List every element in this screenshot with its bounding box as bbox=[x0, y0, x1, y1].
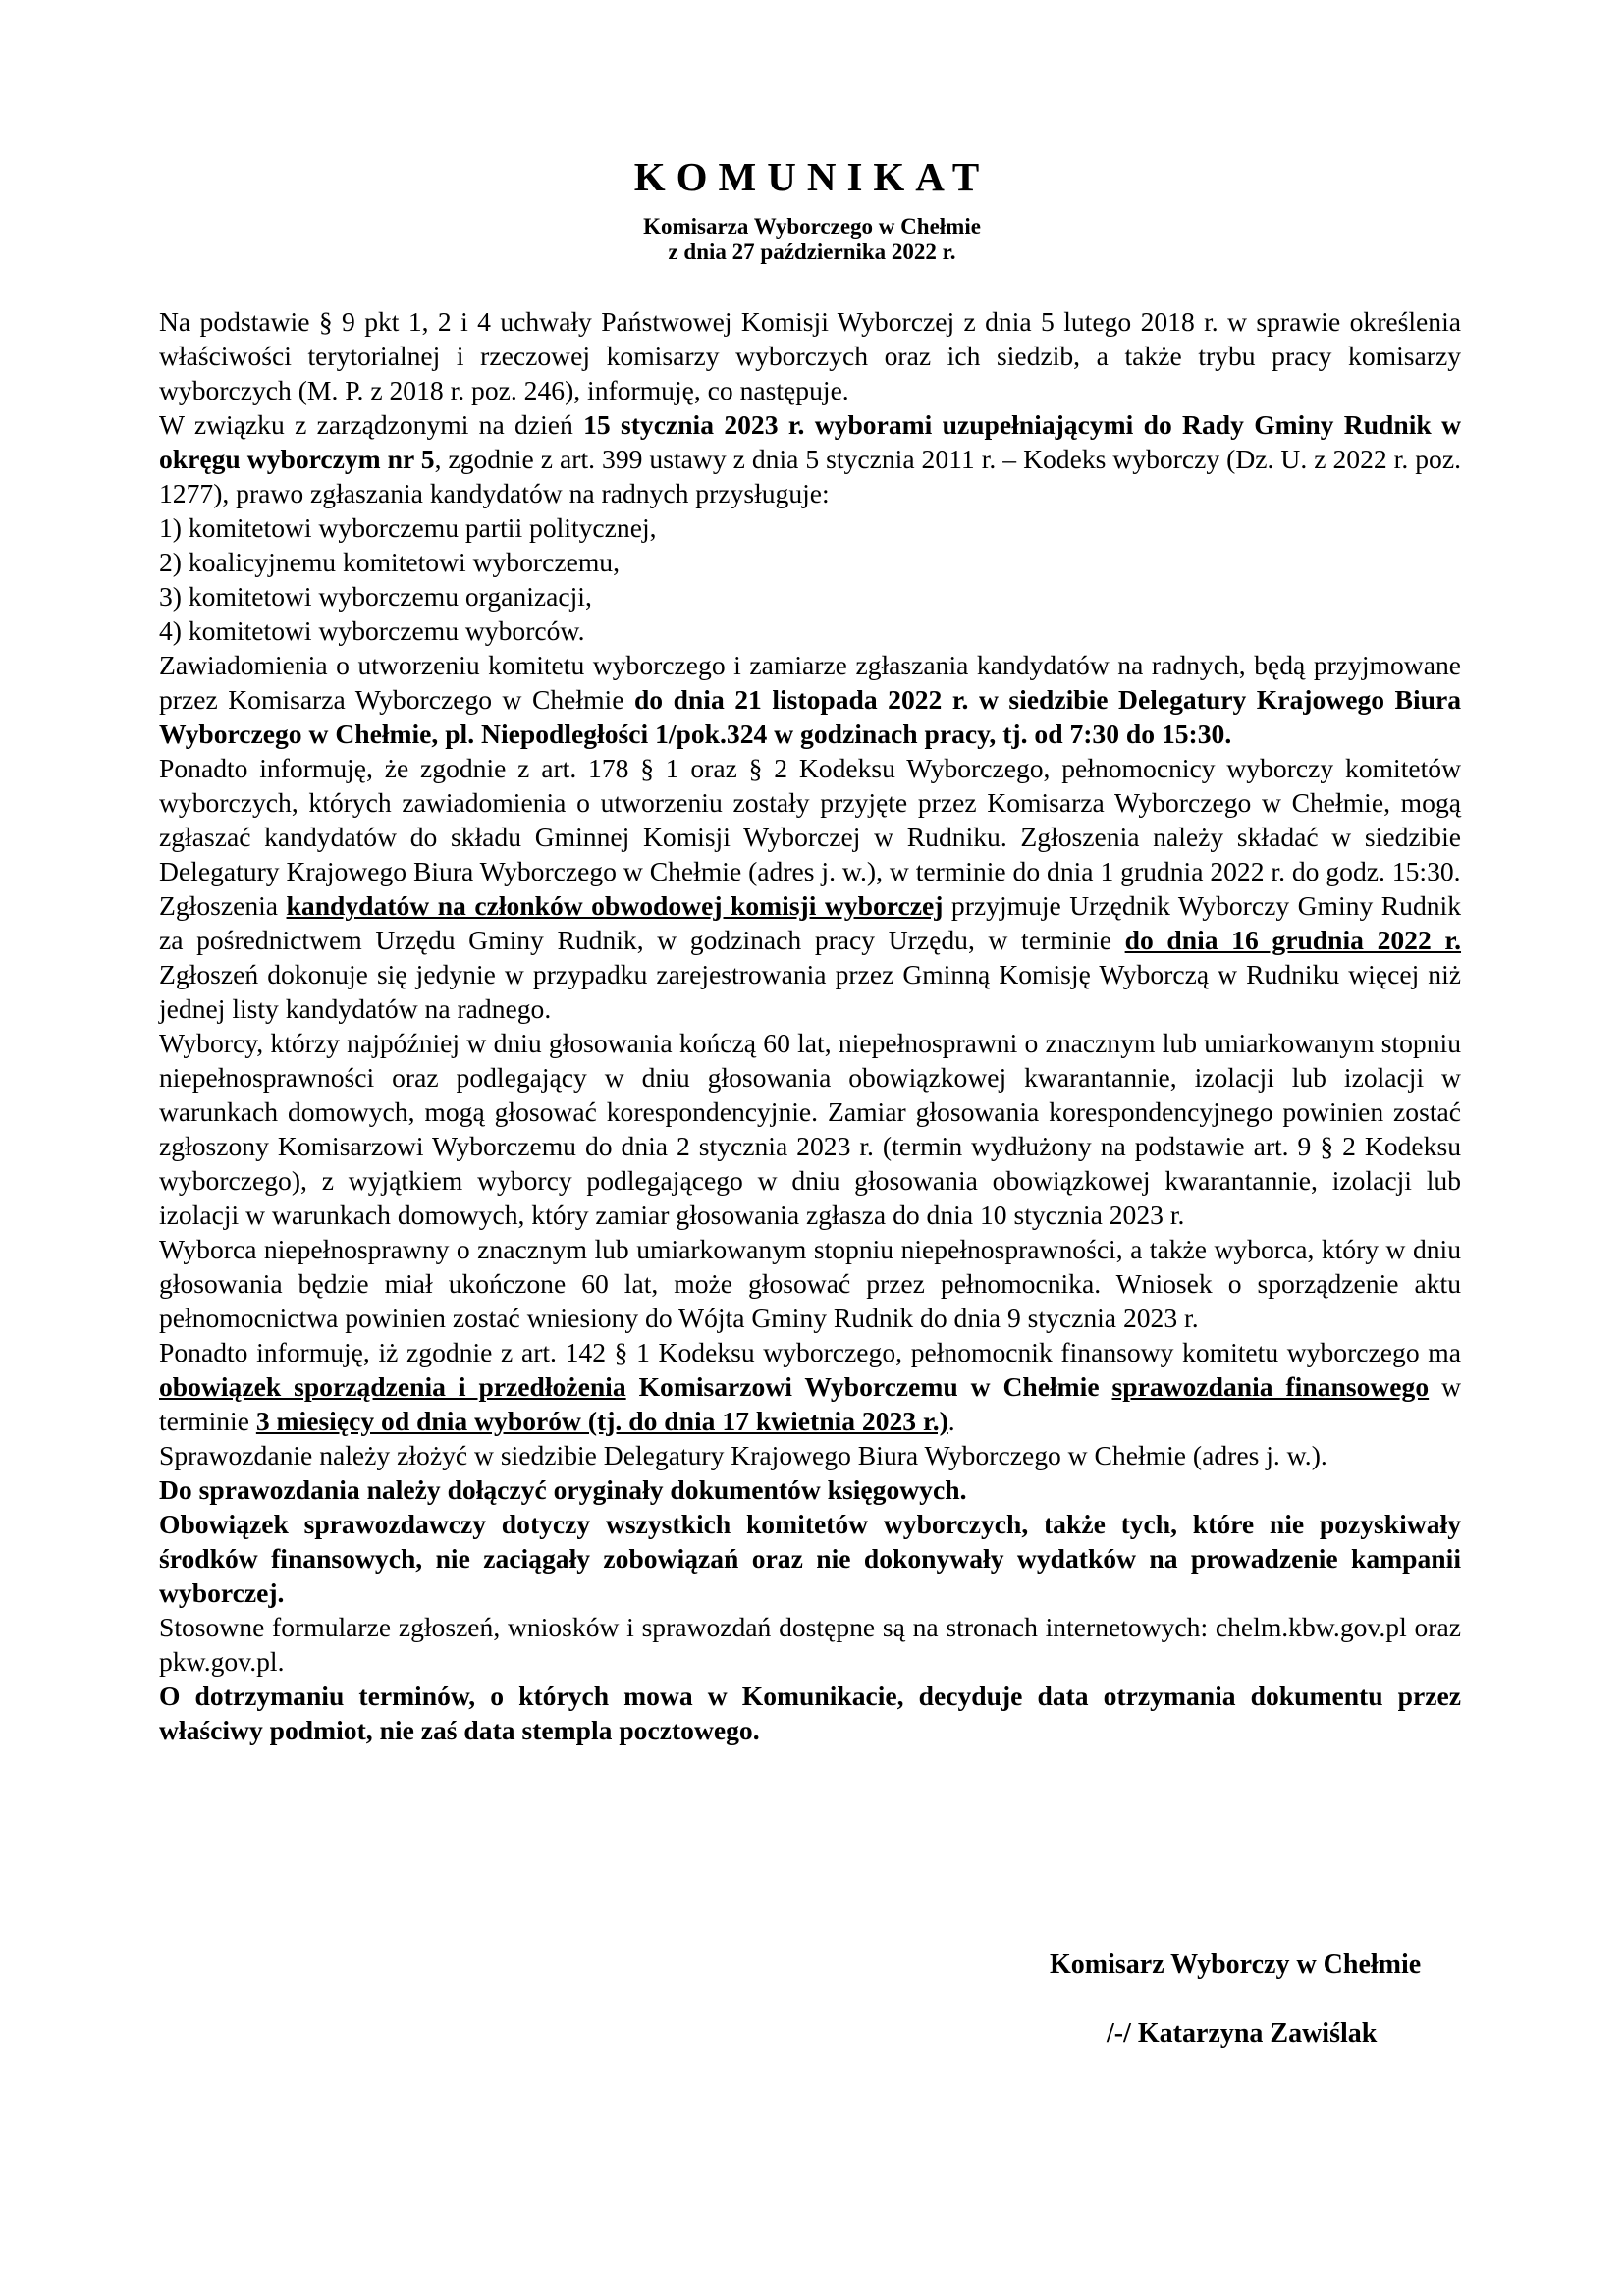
document-body bbox=[159, 304, 1461, 1747]
paragraph-district-commission bbox=[159, 888, 1461, 1026]
document-title: KOMUNIKAT bbox=[633, 154, 991, 199]
text-run: Ponadto informuję, że zgodnie z art. 178 § 1 oraz § 2 Kodeksu Wyborczego, pełnomocnicy wyborczy komitetów wyborczych, których zawiadomienia o utworzeniu zostały przyjęte przez Komisarza Wyborczego w Chełmie, mogą zgłaszać kandydatów do składu Gminnej Komisji Wyborczej w Rudniku. Zgłoszenia należy składać w siedzibie Delegatury Krajowego Biura Wyborczego w Chełmie (adres j. w.), w terminie do dnia 1 grudnia 2022 r. do godz. 15:30. bbox=[159, 753, 1461, 886]
paragraph-deadlines bbox=[159, 1679, 1461, 1747]
text-run: do dnia 16 grudnia 2022 r. bbox=[1124, 925, 1462, 955]
text-run: 1) komitetowi wyborczemu partii politycznej, bbox=[159, 512, 657, 543]
text-run: . bbox=[947, 1406, 955, 1436]
text-run: 15 stycznia 2023 r. wyborami uzupełniającymi do Rady Gminy Rudnik w okręgu wyborczym nr 5 bbox=[159, 409, 1461, 474]
list-item bbox=[159, 614, 1461, 648]
text-run: do dnia 21 listopada 2022 r. w siedzibie Delegatury Krajowego Biura Wyborczego w Chełmie, pl. Niepodległości 1/pok.324 w godzinach pracy, tj. od 7:30 do 15:30. bbox=[159, 684, 1462, 749]
text-run: Komisarzowi Wyborczemu w Chełmie bbox=[638, 1371, 1100, 1402]
text-run: Do sprawozdania należy dołączyć oryginały dokumentów księgowych. bbox=[159, 1474, 967, 1505]
text-run bbox=[626, 1371, 639, 1402]
signature-role: Komisarz Wyborczy w Chełmie bbox=[1050, 1949, 1422, 1980]
text-run: Zgłoszeń dokonuje się jedynie w przypadku zarejestrowania przez Gminną Komisję Wyborczą w Rudniku więcej niż jednej listy kandydatów na radnego. bbox=[159, 959, 1461, 1024]
text-run: W związku z zarządzonymi na dzień bbox=[159, 409, 584, 440]
text-run: Wyborca niepełnosprawny o znacznym lub umiarkowanym stopniu niepełnosprawności, a także wyborca, który w dniu głosowania będzie miał ukończone 60 lat, może głosować przez pełnomocnika. Wniosek o sporządzenie aktu pełnomocnictwa powinien zostać wniesiony do Wójta Gminy Rudnik do dnia 9 stycznia 2023 r. bbox=[159, 1234, 1461, 1333]
text-run: , zgodnie z art. 399 ustawy z dnia 5 stycznia 2011 r. – Kodeks wyborczy (Dz. U. z 2022 r. poz. 1277), prawo zgłaszania kandydatów na radnych przysługuje: bbox=[159, 444, 1461, 508]
paragraph-proxy-voting bbox=[159, 1232, 1461, 1335]
paragraph-commission-candidates bbox=[159, 751, 1461, 888]
text-run: kandydatów na członków obwodowej komisji wyborczej bbox=[286, 890, 944, 921]
text-run: w terminie bbox=[159, 1371, 1461, 1436]
text-run: Na podstawie § 9 pkt 1, 2 i 4 uchwały Państwowej Komisji Wyborczej z dnia 5 lutego 2018 r. w sprawie określenia właściwości terytorialnej i rzeczowej komisarzy wyborczych oraz ich siedzib, a także trybu pracy komisarzy wyborczych (M. P. z 2018 r. poz. 246), informuję, co następuje. bbox=[159, 306, 1461, 405]
paragraph-legal-basis bbox=[159, 304, 1461, 407]
paragraph-reporting-obligation bbox=[159, 1507, 1461, 1610]
text-run bbox=[1100, 1371, 1112, 1402]
text-run: 3) komitetowi wyborczemu organizacji, bbox=[159, 581, 592, 612]
document-date: z dnia 27 października 2022 r. bbox=[668, 240, 956, 264]
text-run: Zawiadomienia o utworzeniu komitetu wyborczego i zamiarze zgłaszania kandydatów na radnych, będą przyjmowane przez Komisarza Wyborczego w Chełmie bbox=[159, 650, 1461, 715]
paragraph-postal-voting bbox=[159, 1026, 1461, 1232]
text-run: Obowiązek sprawozdawczy dotyczy wszystkich komitetów wyborczych, także tych, które nie pozyskiwały środków finansowych, nie zaciągały zobowiązań oraz nie dokonywały wydatków na prowadzenie kampanii wyborczej. bbox=[159, 1509, 1461, 1608]
text-run: Sprawozdanie należy złożyć w siedzibie Delegatury Krajowego Biura Wyborczego w Chełmie (adres j. w.). bbox=[159, 1440, 1327, 1470]
text-run: 2) koalicyjnemu komitetowi wyborczemu, bbox=[159, 547, 620, 577]
paragraph-originals bbox=[159, 1472, 1461, 1507]
text-run: Stosowne formularze zgłoszeń, wniosków i sprawozdań dostępne są na stronach internetowych: chelm.kbw.gov.pl oraz pkw.gov.pl. bbox=[159, 1612, 1461, 1677]
text-run: 4) komitetowi wyborczemu wyborców. bbox=[159, 615, 585, 646]
text-run: sprawozdania finansowego bbox=[1111, 1371, 1430, 1402]
list-item bbox=[159, 579, 1461, 614]
paragraph-election-announcement bbox=[159, 407, 1461, 510]
text-run: Zgłoszenia bbox=[159, 890, 287, 921]
paragraph-committee-notifications bbox=[159, 648, 1461, 751]
list-item bbox=[159, 510, 1461, 545]
list-item bbox=[159, 545, 1461, 579]
text-run: O dotrzymaniu terminów, o których mowa w Komunikacie, decyduje data otrzymania dokumentu przez właściwy podmiot, nie zaś data stempla pocztowego. bbox=[159, 1681, 1461, 1745]
paragraph-forms bbox=[159, 1610, 1461, 1679]
text-run: przyjmuje Urzędnik Wyborczy Gminy Rudnik za pośrednictwem Urzędu Gminy Rudnik, w godzinach pracy Urzędu, w terminie bbox=[159, 890, 1462, 955]
document-subtitle: Komisarza Wyborczego w Chełmie bbox=[643, 214, 981, 239]
text-run: Wyborcy, którzy najpóźniej w dniu głosowania kończą 60 lat, niepełnosprawni o znacznym lub umiarkowanym stopniu niepełnosprawności oraz podlegający w dniu głosowania obowiązkowej kwarantannie, izolacji lub izolacji w warunkach domowych, mogą głosować korespondencyjnie. Zamiar głosowania korespondencyjnego powinien zostać zgłoszony Komisarzowi Wyborczemu do dnia 2 stycznia 2023 r. (termin wydłużony na podstawie art. 9 § 2 Kodeksu wyborczego), z wyjątkiem wyborcy podlegającego w dniu głosowania obowiązkowej kwarantannie, izolacji lub izolacji w warunkach domowych, który zamiar głosowania zgłasza do dnia 10 stycznia 2023 r. bbox=[159, 1028, 1461, 1230]
signature-name: /-/ Katarzyna Zawiślak bbox=[1107, 2018, 1378, 2049]
text-run: 3 miesięcy od dnia wyborów (tj. do dnia 17 kwietnia 2023 r.) bbox=[255, 1406, 948, 1436]
text-run: Ponadto informuję, iż zgodnie z art. 142 § 1 Kodeksu wyborczego, pełnomocnik finansowy komitetu wyborczego ma bbox=[159, 1337, 1461, 1367]
paragraph-financial-report bbox=[159, 1335, 1461, 1438]
paragraph-report-submission bbox=[159, 1438, 1461, 1472]
text-run: obowiązek sporządzenia i przedłożenia bbox=[159, 1371, 626, 1402]
